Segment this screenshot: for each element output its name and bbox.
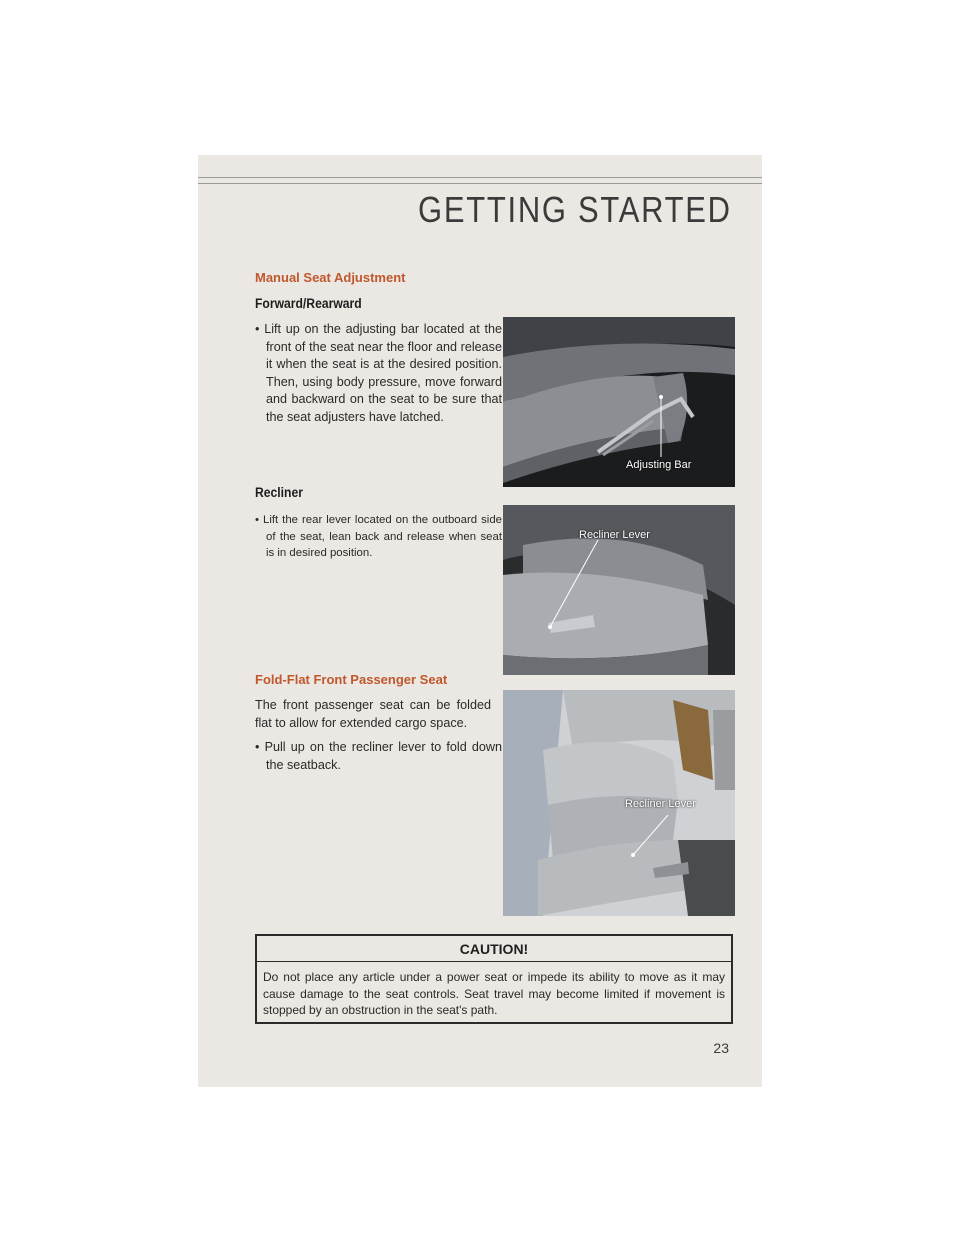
adjusting-bar-photo xyxy=(503,317,735,487)
adjusting-bar-callout: Adjusting Bar xyxy=(626,459,692,471)
top-rule-2 xyxy=(198,183,762,184)
recliner-heading: Recliner xyxy=(255,485,303,500)
fold-flat-intro: The front passenger seat can be folded flat to allow for extended cargo space. xyxy=(255,698,491,730)
fold-flat-photo xyxy=(503,690,735,916)
caution-box xyxy=(255,934,733,1024)
fold-flat-bullet: • Pull up on the recliner lever to fold down the seatback. xyxy=(255,740,502,772)
forward-rearward-bullet: • Lift up on the adjusting bar located at the front of the seat near the floor and release it when the seat is at the desired position. Then, using body pressure, move forward and backward on the seat to be sure that the seat adjusters have latched. xyxy=(255,322,502,424)
fold-flat-heading: Fold-Flat Front Passenger Seat xyxy=(255,672,448,687)
top-rule xyxy=(198,177,762,178)
recliner-lever-photo xyxy=(503,505,735,675)
forward-rearward-heading: Forward/Rearward xyxy=(255,296,362,311)
section-title: GETTING STARTED xyxy=(418,189,732,230)
recliner-bullet: • Lift the rear lever located on the outboard side of the seat, lean back and release when seat is in desired position. xyxy=(255,514,502,559)
fold-flat-callout: Recliner Lever xyxy=(625,798,696,810)
page-number: 23 xyxy=(713,1040,729,1056)
manual-seat-heading: Manual Seat Adjustment xyxy=(255,270,406,285)
caution-text: Do not place any article under a power seat or impede its ability to move as it may cause damage to the seat controls. Seat travel may become limited if movement is stopped by an obstruction in the seat's path. xyxy=(263,970,725,1017)
caution-title: CAUTION! xyxy=(257,936,731,962)
manual-page xyxy=(198,155,762,1087)
recliner-lever-callout: Recliner Lever xyxy=(579,529,650,541)
